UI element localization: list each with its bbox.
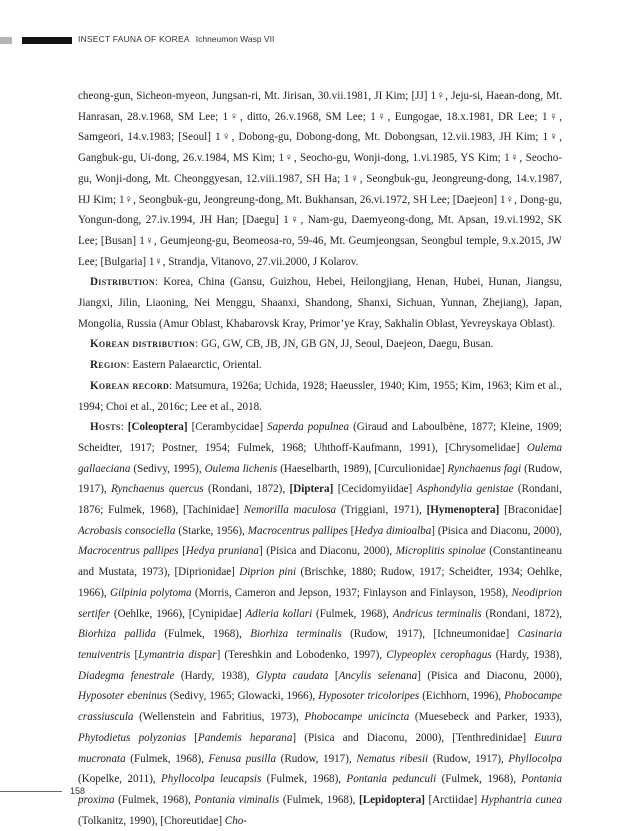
host-species: Pontania viminalis <box>194 793 280 806</box>
region-label: Region <box>90 359 127 372</box>
material-records: cheong-gun, Sicheon-myeon, Jungsan-ri, Mt. Jirisan, 30.vii.1981, JI Kim; [JJ] 1♀, Jeju-si, Haean-dong, Mt. Hanrasan, 28.v.1968, SM Lee; 1♀, ditto, 26.v.1968, SM Lee; 1♀, Eungogae, 18.x.1981, DR Lee; 1♀, Samgeori, 14.v.1983; [Seoul] 1♀, Dobong-gu, Dobong-dong, Mt. Dobongsan, 12.vii.1983, JH Kim; 1♀, Gangbuk-gu, Ui-dong, 26.v.1984, MS Kim; 1♀, Seocho-gu, Wonji-dong, 1.vi.1985, YS Kim; 1♀, Seocho-gu, Wonji-dong, Mt. Cheonggyesan, 12.viii.1987, SH Ha; 1♀, Seongbuk-gu, Jeongreung-dong, 14.v.1987, HJ Kim; 1♀, Seongbuk-gu, Jeongreung-dong, Mt. Bukhansan, 26.vi.1972, SH Lee; [Daejeon] 1♀, Dong-gu, Yongun-dong, 27.iv.1994, JH Han; [Daegu] 1♀, Nam-gu, Daemyeong-dong, Mt. Apsan, 19.vi.1992, SK Lee; [Busan] 1♀, Geumjeong-gu, Beomeosa-ro, 59-46, Mt. Geumjeongsan, Seongbul temple, 9.x.2015, JW Lee; [Bulgaria] 1♀, Strandja, Vitanovo, 27.vii.2000, J Kolarov. <box>78 90 562 268</box>
hosts-text: (Rondani, 1872), <box>481 607 563 620</box>
hosts-text: ] (Pisica and Diaconu, 2000), <box>417 669 563 682</box>
host-species: Nematus ribesii <box>356 752 429 765</box>
host-species: Clypeoplex cerophagus <box>386 648 492 661</box>
host-species: Hyphantria cunea <box>480 793 562 806</box>
hosts-text: ] (Pisica and Diaconu, 2000), <box>258 545 396 558</box>
hosts-text: (Sedivy, 1965; Glowacki, 1966), <box>166 690 319 703</box>
host-species: Phyllocolpa leucapsis <box>161 773 262 786</box>
distribution-label: Distribution <box>90 276 155 289</box>
hosts-text: (Rudow, 1917), [Ichneumonidae] <box>341 628 518 641</box>
distribution-section: Distribution: Korea, China (Gansu, Guizhou, Hebei, Heilongjiang, Henan, Hubei, Hunan, Jiangsu, Jiangxi, Jilin, Liaoning, Nei Menggu, Shaanxi, Shandong, Shanxi, Sichuan, Yunnan, Zhejiang), Japan, Mongolia, Russia (Amur Oblast, Khabarovsk Kray, Primor’ye Kray, Sakhalin Oblast, Yevreyskaya Oblast). <box>78 276 562 330</box>
host-species: Cho- <box>224 814 247 827</box>
hosts-text: (Fulmek, 1968), <box>312 607 393 620</box>
host-species: Rynchaenus fagi <box>447 462 522 475</box>
host-species: Phobocampe crassiuscula <box>78 690 562 724</box>
hosts-text: (Haeselbarth, 1989), [Curculionidae] <box>277 462 448 475</box>
header-text <box>78 34 274 44</box>
host-species: Andricus terminalis <box>392 607 482 620</box>
host-species: Hyposoter tricoloripes <box>318 690 420 703</box>
host-species: Rynchaenus quercus <box>111 483 204 496</box>
hosts-text: (Morris, Cameron and Jepson, 1937; Finlayson and Finlayson, 1958), <box>191 586 512 599</box>
host-species: Lymantria dispar <box>138 648 217 661</box>
hosts-text: ] (Pisica and Diaconu, 2000), <box>431 524 562 537</box>
hosts-text: (Sedivy, 1995), <box>130 462 205 475</box>
host-species: Phobocampe unicincta <box>304 711 410 724</box>
hosts-text: (Constantineanu and Mustata, 1973), [Diprionidae] <box>78 545 563 579</box>
hosts-text: (Rudow, 1917), <box>276 752 357 765</box>
hosts-text: (Fulmek, 1968), <box>436 773 522 786</box>
host-species: Asphondylia genistae <box>416 483 514 496</box>
hosts-text: (Rondani, 1872), <box>203 483 290 496</box>
host-species: Gilpinia polytoma <box>109 586 192 599</box>
host-species: Saperda populnea <box>267 421 350 434</box>
hosts-text: (Fulmek, 1968), <box>114 793 195 806</box>
region-section: Region: Eastern Palaearctic, Oriental. <box>90 359 262 372</box>
series-title: INSECT FAUNA OF KOREA <box>78 34 190 44</box>
hosts-text: [ <box>130 648 139 661</box>
host-species: Hyposoter ebeninus <box>78 690 167 703</box>
hosts-text: (Fulmek, 1968), <box>261 773 347 786</box>
order-lepidoptera: [Lepidoptera] <box>359 793 425 806</box>
host-species: Nemorilla maculosa <box>243 504 337 517</box>
host-species: Fenusa pusilla <box>208 752 277 765</box>
host-species: Hedya pruniana <box>185 545 259 558</box>
host-species: Oulema lichenis <box>204 462 278 475</box>
page-number: 158 <box>70 786 86 796</box>
hosts-label: Hosts <box>90 421 121 434</box>
hosts-text: (Kopelke, 2011), <box>78 773 162 786</box>
hosts-text: (Brischke, 1880; Rudow, 1917; Scheidter, 1934; Oehlke, 1966), <box>78 566 562 599</box>
hosts-text: (Wellenstein and Fabritius, 1973), <box>133 711 305 724</box>
host-species: Hedya dimioalba <box>354 524 432 537</box>
hosts-section: Hosts: [Coleoptera] [Cerambycidae] Saperda populnea (Giraud and Laboulbène, 1877; Kleine, 1909; Scheidter, 1917; Postner, 1954; Fulmek, 1968; Uhthoff-Kaufmann, 1991), [Chrysomelidae] Oulema gallaeciana (Sedivy, 1995), Oulema lichenis (Haeselbarth, 1989), [Curculionidae] Rynchaenus fagi (Rudow, 1917), Rynchaenus quercus (Rondani, 1872), [Diptera] [Cecidomyiidae] Asphondylia genistae (Rondani, 1876; Fulmek, 1968), [Tachinidae] Nemorilla maculosa (Triggiani, 1971), [Hymenoptera] [Braconidae] Acrobasis consociella (Starke, 1956), Macrocentrus pallipes [Hedya dimioalba] (Pisica and Diaconu, 2000), Macrocentrus pallipes [Hedya pruniana] (Pisica and Diaconu, 2000), Microplitis spinolae (Constantineanu and Mustata, 1973), [Diprionidae] Diprion pini (Brischke, 1880; Rudow, 1917; Scheidter, 1934; Oehlke, 1966), Gilpinia polytoma (Morris, Cameron and Jepson, 1937; Finlayson and Finlayson, 1958), Neodiprion sertifer (Oehlke, 1966), [Cynipidae] Adleria kollari (Fulmek, 1968), Andricus terminalis (Rondani, 1872), Biorhiza pallida (Fulmek, 1968), Biorhiza terminalis (Rudow, 1917), [Ichneumonidae] Casinaria tenuiventris [Lymantria dispar] (Tereshkin and Lobodenko, 1997), Clypeoplex cerophagus (Hardy, 1938), Diadegma fenestrale (Hardy, 1938), Glypta caudata [Ancylis selenana] (Pisica and Diaconu, 2000), Hyposoter ebeninus (Sedivy, 1965; Glowacki, 1966), Hyposoter tricoloripes (Eichhorn, 1996), Phobocampe crassiuscula (Wellenstein and Fabritius, 1973), Phobocampe unicincta (Muesebeck and Parker, 1933), Phytodietus polyzonias [Pandemis heparana] (Pisica and Diaconu, 2000), [Tenthredinidae] Euura mucronata (Fulmek, 1968), Fenusa pusilla (Rudow, 1917), Nematus ribesii (Rudow, 1917), Phyllocolpa (Kopelke, 2011), Phyllocolpa leucapsis (Fulmek, 1968), Pontania pedunculi (Fulmek, 1968), Pontania proxima (Fulmek, 1968), Pontania viminalis (Fulmek, 1968), [Lepidoptera] [Arctiidae] Hyphantria cunea (Tolkanitz, 1990), [Choreutidae] Cho- <box>78 421 563 827</box>
distribution-text: Korea, China (Gansu, Guizhou, Hebei, Heilongjiang, Henan, Hubei, Hunan, Jiangsu, Jiangxi, Jilin, Liaoning, Nei Menggu, Shaanxi, Shandong, Shanxi, Sichuan, Yunnan, Zhejiang), Japan, Mongolia, Russia (Amur Oblast, Khabarovsk Kray, Primor’ye Kray, Sakhalin Oblast, Yevreyskaya Oblast). <box>78 276 562 330</box>
hosts-text: [Cecidomyiidae] <box>333 483 417 496</box>
hosts-text: [Cerambycidae] <box>187 421 268 434</box>
hosts-text: ] (Tereshkin and Lobodenko, 1997), <box>216 648 387 661</box>
host-species: Acrobasis consociella <box>78 524 176 537</box>
hosts-text: (Fulmek, 1968), <box>279 793 360 806</box>
header-bar-grey <box>0 37 12 44</box>
hosts-text: (Tolkanitz, 1990), [Choreutidae] <box>78 814 225 827</box>
hosts-text: (Hardy, 1938), <box>491 648 562 661</box>
region-text: Eastern Palaearctic, Oriental. <box>132 359 262 372</box>
host-species: Biorhiza terminalis <box>250 628 342 641</box>
korean-record-text: Matsumura, 1926a; Uchida, 1928; Haeussler, 1940; Kim, 1955; Kim, 1963; Kim et al., 1994; Choi et al., 2016c; Lee et al., 2018. <box>78 379 563 413</box>
host-species: Adleria kollari <box>245 607 313 620</box>
hosts-text: (Fulmek, 1968), <box>125 752 209 765</box>
host-species: Macrocentrus pallipes <box>247 524 348 537</box>
order-hymenoptera: [Hymenoptera] <box>426 504 500 517</box>
host-species: Pontania pedunculi <box>346 773 437 786</box>
body-text <box>78 86 562 831</box>
hosts-text: [ <box>328 669 339 682</box>
hosts-text: [ <box>186 731 198 744</box>
hosts-text: (Hardy, 1938), <box>174 669 257 682</box>
host-species: Microplitis spinolae <box>395 545 486 558</box>
korean-distribution-label: Korean distribution <box>90 338 196 351</box>
korean-record-label: Korean record <box>90 379 170 392</box>
host-species: Diprion pini <box>239 566 297 579</box>
hosts-text: [ <box>347 524 355 537</box>
hosts-text: [Braconidae] <box>499 504 562 517</box>
header-bar-black <box>22 37 72 44</box>
order-coleoptera: [Coleoptera] <box>127 421 188 434</box>
korean-distribution-section: Korean distribution: GG, GW, CB, JB, JN, GB GN, JJ, Seoul, Daejeon, Daegu, Busan. <box>90 338 494 351</box>
host-species: Phyllocolpa <box>508 752 563 765</box>
order-diptera: [Diptera] <box>289 483 334 496</box>
hosts-text: (Rondani, 1876; Fulmek, 1968), [Tachinidae] <box>78 483 562 517</box>
host-species: Ancylis selenana <box>338 669 418 682</box>
hosts-text: (Fulmek, 1968), <box>155 628 251 641</box>
hosts-text: (Rudow, 1917), <box>428 752 509 765</box>
host-species: Neodiprion sertifer <box>78 586 562 620</box>
hosts-text: [ <box>178 545 186 558</box>
host-species: Pandemis heparana <box>197 731 293 744</box>
hosts-text: (Rudow, 1917), <box>78 462 562 496</box>
host-species: Diadegma fenestrale <box>78 669 175 682</box>
footer-rule <box>0 791 62 792</box>
host-species: Pontania proxima <box>78 773 563 806</box>
hosts-text: (Muesebeck and Parker, 1933), <box>409 711 562 724</box>
hosts-text: (Giraud and Laboulbène, 1877; Kleine, 1909; Scheidter, 1917; Postner, 1954; Fulmek, 1968; Uhthoff-Kaufmann, 1991), [Chrysomelidae] <box>78 421 562 454</box>
host-species: Biorhiza pallida <box>78 628 156 641</box>
hosts-text: (Starke, 1956), <box>175 524 248 537</box>
host-species: Oulema gallaeciana <box>78 441 562 475</box>
korean-record-section: Korean record: Matsumura, 1926a; Uchida, 1928; Haeussler, 1940; Kim, 1955; Kim, 1963; Kim et al., 1994; Choi et al., 2016c; Lee et al., 2018. <box>78 379 563 413</box>
hosts-text: (Triggiani, 1971), <box>336 504 427 517</box>
host-species: Phytodietus polyzonias <box>78 731 187 744</box>
hosts-text: ] (Pisica and Diaconu, 2000), [Tenthredinidae] <box>292 731 535 744</box>
host-species: Euura mucronata <box>78 731 562 765</box>
host-species: Casinaria tenuiventris <box>78 628 562 661</box>
korean-distribution-text: GG, GW, CB, JB, JN, GB GN, JJ, Seoul, Daejeon, Daegu, Busan. <box>200 338 494 351</box>
hosts-text: (Eichhorn, 1996), <box>419 690 505 703</box>
host-species: Macrocentrus pallipes <box>78 545 179 558</box>
volume-subtitle: Ichneumon Wasp VII <box>195 34 275 44</box>
hosts-text: [Arctiidae] <box>424 793 481 806</box>
host-species: Glypta caudata <box>256 669 329 682</box>
hosts-text: (Oehlke, 1966), [Cynipidae] <box>110 607 246 620</box>
